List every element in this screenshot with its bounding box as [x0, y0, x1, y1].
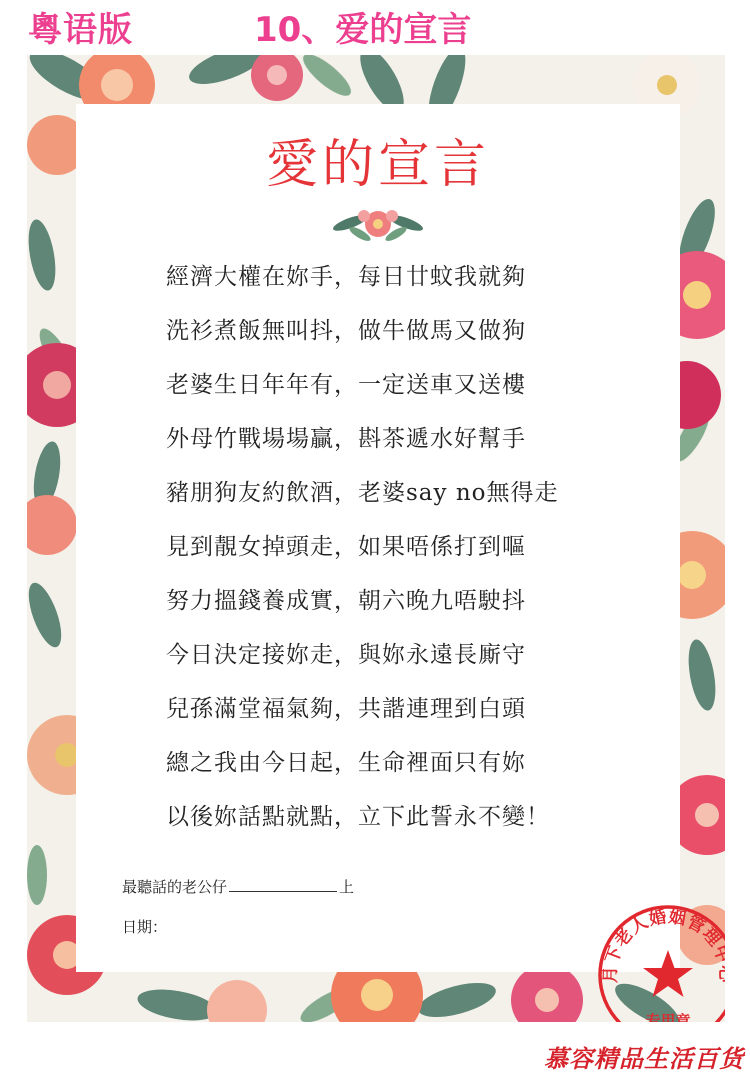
- certificate-paper: [76, 104, 736, 1030]
- poem-lines: [166, 258, 558, 852]
- poem-line: 外母竹戰場場贏，斟茶遞水好幫手: [166, 426, 526, 452]
- lesson-title: 10、爱的宣言: [254, 10, 472, 50]
- poem-line: 兒孫滿堂福氣夠，共諧連理到白頭: [166, 696, 526, 722]
- version-label: 粵语版: [28, 10, 133, 50]
- shop-name: 慕容精品生活百货: [544, 1045, 744, 1073]
- document-title: 愛的宣言: [265, 135, 490, 195]
- seal-center-text: 专用章: [645, 1012, 691, 1030]
- poem-line: 老婆生日年年有，一定送車又送樓: [166, 372, 526, 398]
- official-seal: [593, 900, 736, 1030]
- flower-ornament-icon: [330, 198, 426, 248]
- poem-line: 經濟大權在妳手，每日廿蚊我就夠: [166, 264, 526, 290]
- poem-line: 豬朋狗友約飲酒，老婆say no無得走: [166, 480, 559, 506]
- signature-suffix: 上: [339, 878, 355, 896]
- floral-frame: [27, 55, 736, 1030]
- signature-blank[interactable]: [229, 877, 337, 892]
- poem-line: 洗衫煮飯無叫抖，做牛做馬又做狗: [166, 318, 526, 344]
- poem-line: 努力搵錢養成實，朝六晚九唔駛抖: [166, 588, 526, 614]
- signature-prefix: 最聽話的老公仔: [122, 878, 228, 896]
- signature-line: [122, 876, 354, 897]
- star-icon: [643, 950, 693, 997]
- poem-line: 今日決定接妳走，與妳永遠長廝守: [166, 642, 526, 668]
- seal-ring-text: 月下老人婚姻管理中心: [600, 907, 736, 984]
- poem-line: 以後妳話點就點，立下此誓永不變！: [166, 804, 550, 830]
- poem-line: 總之我由今日起，生命裡面只有妳: [166, 750, 526, 776]
- date-label: 日期：: [122, 918, 168, 936]
- page-header: [0, 0, 750, 50]
- poem-line: 見到靚女掉頭走，如果唔係打到嘔: [166, 534, 526, 560]
